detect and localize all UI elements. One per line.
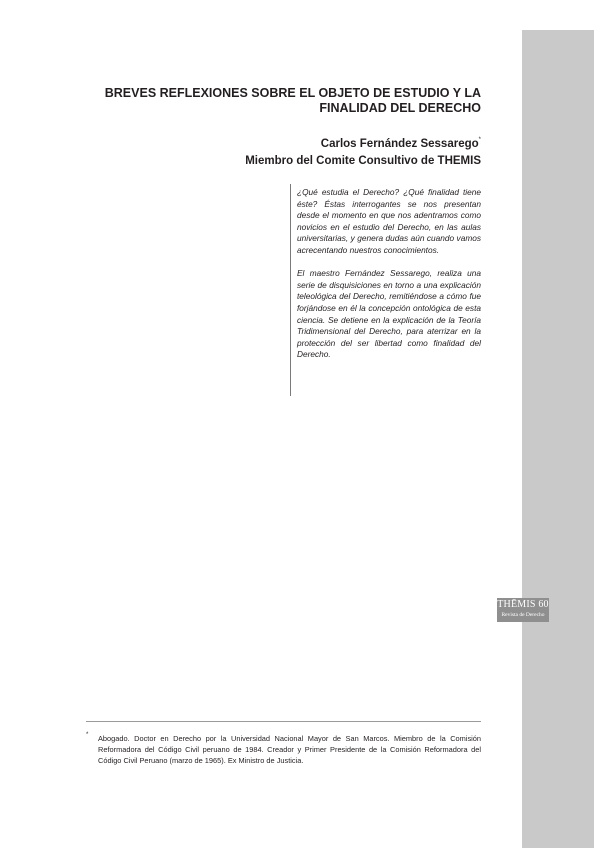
page-side-band	[522, 30, 594, 848]
abstract-divider	[290, 184, 291, 396]
author-affiliation: Miembro del Comite Consultivo de THEMIS	[245, 155, 481, 167]
article-title-line-2: FINALIDAD DEL DERECHO	[319, 101, 481, 115]
footnote-divider	[86, 721, 481, 722]
author-name: Carlos Fernández Sessarego	[320, 138, 479, 150]
abstract-paragraph-2: El maestro Fernández Sessarego, realiza una serie de disquisiciones en torno a una explicación teleológica del Derecho, remitiéndose a cómo fue forjándose en él la concepción ontológica de esta ciencia. Se detiene en la explicación de la Teoría Tridimensional del Derecho, para aterrizar en la protección del ser libertad como finalidad del Derecho.	[297, 268, 481, 360]
journal-subtitle: Revista de Derecho	[501, 612, 545, 618]
author-name-block	[200, 137, 481, 152]
abstract	[297, 187, 481, 373]
journal-name: THĒMIS 60	[497, 599, 549, 610]
article-title	[90, 86, 481, 116]
article-title-line-1: BREVES REFLEXIONES SOBRE EL OBJETO DE ESTUDIO Y LA	[104, 86, 481, 100]
footnote-text: Abogado. Doctor en Derecho por la Universidad Nacional Mayor de San Marcos. Miembro de la Comisión Reformadora del Código Civil peruano de 1984. Creador y Primer Presidente de la Comisión Reformadora del Código Civil Peruano (marzo de 1965). Ex Ministro de Justicia.	[98, 734, 481, 765]
abstract-paragraph-1: ¿Qué estudia el Derecho? ¿Qué finalidad tiene éste? Éstas interrogantes se nos presentan desde el momento en que nos adentramos como novicios en el estudio del Derecho, en las aulas universitarias, y genera dudas aún cuando vamos acrecentando nuestros conocimientos.	[297, 187, 481, 255]
journal-badge	[497, 598, 549, 622]
footnote-mark: *	[86, 732, 89, 738]
author-footnote-mark: *	[478, 137, 481, 143]
